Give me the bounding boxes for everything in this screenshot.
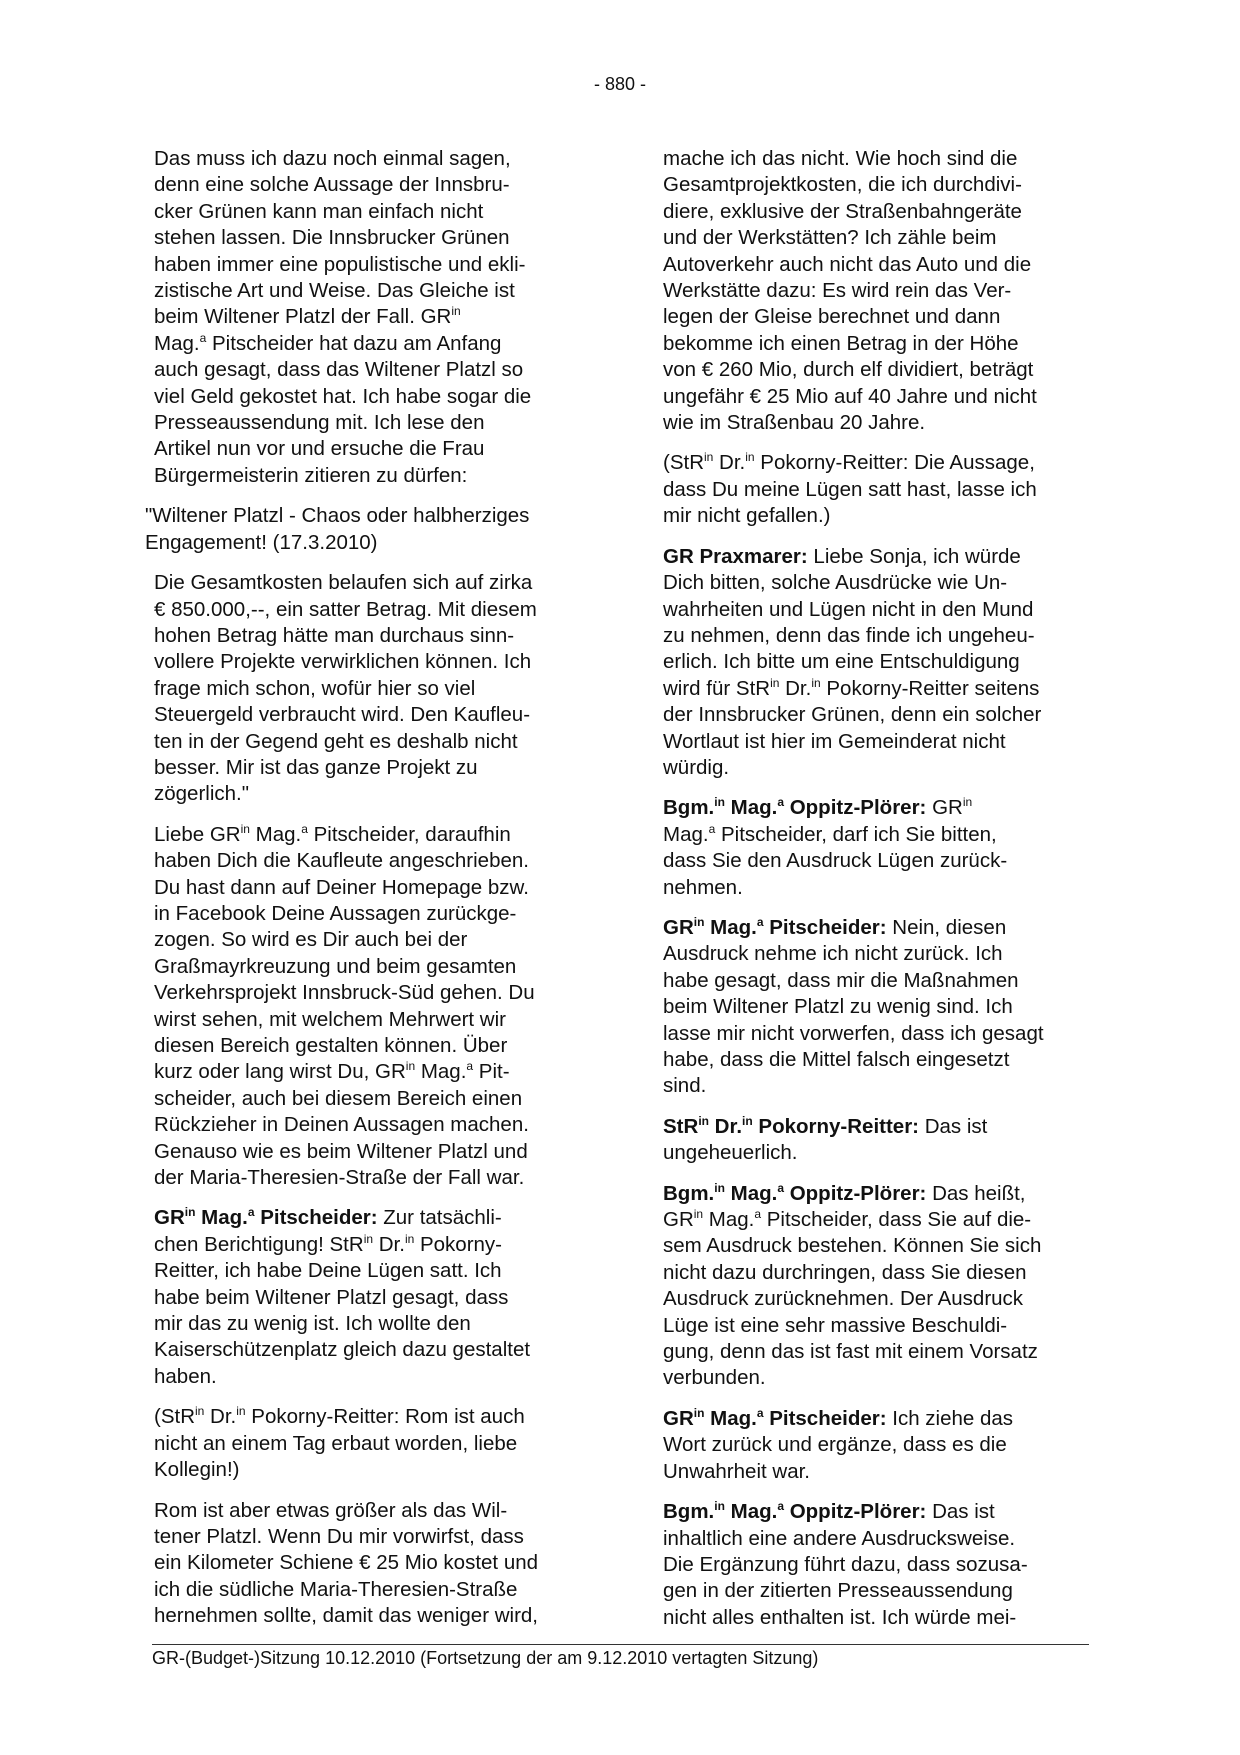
text-line: Kaiserschützenplatz gleich dazu gestaltet xyxy=(154,1338,531,1362)
text-line: GR Praxmarer: Liebe Sonja, ich würde xyxy=(663,544,1021,568)
text-line: ein Kilometer Schiene € 25 Mio kostet und xyxy=(154,1551,539,1575)
text-line: ungeheuerlich. xyxy=(663,1141,798,1165)
text-line: Rückzieher in Deinen Aussagen machen. xyxy=(154,1113,529,1137)
text-line: chen Berichtigung! StR$^{in}$ Dr.$^{in}$ Pokorny- xyxy=(154,1232,503,1256)
text-line: "Wiltener Platzl - Chaos oder halbherziges xyxy=(145,504,530,528)
text-line: lasse mir nicht vorwerfen, dass ich gesagt xyxy=(663,1021,1044,1045)
paragraph xyxy=(663,1181,1103,1392)
text-line: nicht an einem Tag erbaut worden, liebe xyxy=(154,1431,518,1455)
text-line: Artikel nun vor und ersuche die Frau xyxy=(154,437,485,461)
text-line: Liebe $GR^{in}$ Mag.$^a$ Pitscheider, daraufhin xyxy=(154,821,511,846)
text-line: Bgm.$^{in}$ Mag.$^a$ Oppitz-Plörer: Das ist xyxy=(663,1499,995,1524)
text-line: sem Ausdruck bestehen. Können Sie sich xyxy=(663,1234,1042,1258)
text-line: Genauso wie es beim Wiltener Platzl und xyxy=(154,1139,528,1163)
text-line: Unwahrheit war. xyxy=(663,1459,810,1483)
paragraph xyxy=(154,1498,594,1630)
text-line: $GR^{in}$ Mag.$^a$ Pitscheider: Nein, diesen xyxy=(663,915,1007,939)
text-line: diesen Bereich gestalten können. Über xyxy=(154,1034,508,1057)
text-line: Bgm.$^{in}$ Mag.$^a$ Oppitz-Plörer: $GR^{in}$ xyxy=(663,795,973,820)
text-line: zögerlich." xyxy=(154,782,250,806)
text-line: sind. xyxy=(663,1074,707,1098)
text-line: dass Du meine Lügen satt hast, lasse ich xyxy=(663,477,1037,501)
text-line: Das muss ich dazu noch einmal sagen, xyxy=(154,147,511,170)
paragraph xyxy=(663,544,1103,782)
text-line: haben Dich die Kaufleute angeschrieben. xyxy=(154,849,529,873)
text-line: Bürgermeisterin zitieren zu dürfen: xyxy=(154,463,468,487)
text-line: Die Ergänzung führt dazu, dass sozusa- xyxy=(663,1552,1028,1576)
text-line: gen in der zitierten Presseaussendung xyxy=(663,1579,1013,1603)
paragraph xyxy=(154,822,594,1192)
text-line: denn eine solche Aussage der Innsbru- xyxy=(154,173,510,197)
text-line: Wort zurück und ergänze, dass es die xyxy=(663,1433,1007,1457)
text-line: Kollegin!) xyxy=(154,1458,240,1482)
paragraph xyxy=(145,503,594,556)
text-line: würdig. xyxy=(663,755,730,779)
footer-session-info: GR-(Budget-)Sitzung 10.12.2010 (Fortsetzung der am 9.12.2010 vertagten Sitzung) xyxy=(152,1648,819,1668)
paragraph xyxy=(154,1205,594,1390)
text-line: Gesamtprojektkosten, die ich durchdivi- xyxy=(663,173,1022,197)
paragraph xyxy=(663,915,1103,1100)
text-line: Lüge ist eine sehr massive Beschuldi- xyxy=(663,1313,1008,1337)
paragraph xyxy=(663,1406,1103,1485)
paragraph xyxy=(154,146,594,489)
text-line: Verkehrsprojekt Innsbruck-Süd gehen. Du xyxy=(154,981,535,1005)
text-line: habe beim Wiltener Platzl gesagt, dass xyxy=(154,1285,509,1309)
text-line: € 850.000,--, ein satter Betrag. Mit diesem xyxy=(154,597,537,621)
text-line: beim Wiltener Platzl der Fall. $GR^{in}$ xyxy=(154,304,461,329)
text-line: (StR$^{in}$ Dr.$^{in}$ Pokorny-Reitter: Rom ist auch xyxy=(154,1404,525,1429)
text-line: mir nicht gefallen.) xyxy=(663,504,831,528)
text-line: kurz oder lang wirst Du, $GR^{in}$ Mag.$^a$ Pit- xyxy=(154,1059,510,1084)
paragraph xyxy=(154,1404,594,1483)
text-line: mache ich das nicht. Wie hoch sind die xyxy=(663,147,1018,170)
text-line: inhaltlich eine andere Ausdrucksweise. xyxy=(663,1526,1016,1550)
text-line: Mag.$^a$ Pitscheider hat dazu am Anfang xyxy=(154,331,502,355)
text-line: Wortlaut ist hier im Gemeinderat nicht xyxy=(663,729,1006,753)
text-line: Reitter, ich habe Deine Lügen satt. Ich xyxy=(154,1259,502,1283)
text-line: $GR^{in}$ Mag.$^a$ Pitscheider, dass Sie auf die- xyxy=(663,1207,1032,1232)
text-line: zistische Art und Weise. Das Gleiche ist xyxy=(154,279,515,303)
text-line: legen der Gleise berechnet und dann xyxy=(663,305,1001,329)
text-line: hernehmen sollte, damit das weniger wird, xyxy=(154,1604,538,1628)
text-line: erlich. Ich bitte um eine Entschuldigung xyxy=(663,650,1020,674)
text-line: Ausdruck zurücknehmen. Der Ausdruck xyxy=(663,1287,1024,1311)
right-column xyxy=(663,146,1103,1645)
text-line: $GR^{in}$ Mag.$^a$ Pitscheider: Ich ziehe das xyxy=(663,1406,1014,1430)
text-line: und der Werkstätten? Ich zähle beim xyxy=(663,226,997,250)
text-line: wird für StR$^{in}$ Dr.$^{in}$ Pokorny-Reitter seitens xyxy=(663,675,1040,700)
text-line: wahrheiten und Lügen nicht in den Mund xyxy=(663,597,1034,621)
text-line: zu nehmen, denn das finde ich ungeheu- xyxy=(663,623,1035,647)
text-line: Rom ist aber etwas größer als das Wil- xyxy=(154,1498,508,1522)
text-line: ungefähr € 25 Mio auf 40 Jahre und nicht xyxy=(663,384,1037,408)
text-line: bekomme ich einen Betrag in der Höhe xyxy=(663,331,1019,355)
text-line: beim Wiltener Platzl zu wenig sind. Ich xyxy=(663,995,1013,1019)
paragraph xyxy=(663,450,1103,529)
text-line: Bgm.$^{in}$ Mag.$^a$ Oppitz-Plörer: Das heißt, xyxy=(663,1180,1026,1205)
text-line: wirst sehen, mit welchem Mehrwert wir xyxy=(154,1007,506,1031)
text-line: habe gesagt, dass mir die Maßnahmen xyxy=(663,968,1019,992)
text-line: Mag.$^a$ Pitscheider, darf ich Sie bitten, xyxy=(663,821,997,846)
page-number: - 880 - xyxy=(593,74,647,94)
left-column xyxy=(145,146,594,1644)
text-line: ich die südliche Maria-Theresien-Straße xyxy=(154,1577,518,1601)
text-line: $GR^{in}$ Mag.$^a$ Pitscheider: Zur tatsächli- xyxy=(154,1205,502,1230)
text-line: gung, denn das ist fast mit einem Vorsatz xyxy=(663,1340,1038,1364)
text-line: mir das zu wenig ist. Ich wollte den xyxy=(154,1312,471,1336)
paragraph xyxy=(154,570,594,808)
text-line: der Innsbrucker Grünen, denn ein solcher xyxy=(663,703,1042,727)
paragraph xyxy=(663,795,1103,901)
text-line: frage mich schon, wofür hier so viel xyxy=(154,676,476,700)
text-line: haben. xyxy=(154,1364,217,1388)
text-line: nehmen. xyxy=(663,875,743,899)
text-line: nicht alles enthalten ist. Ich würde mei- xyxy=(663,1605,1017,1629)
paragraph xyxy=(663,1114,1103,1167)
text-line: nicht dazu durchringen, dass Sie diesen xyxy=(663,1260,1027,1284)
text-line: dass Sie den Ausdruck Lügen zurück- xyxy=(663,849,1008,873)
text-line: Werkstätte dazu: Es wird rein das Ver- xyxy=(663,279,1012,303)
text-line: verbunden. xyxy=(663,1366,766,1390)
text-line: haben immer eine populistische und ekli- xyxy=(154,252,526,276)
text-line: viel Geld gekostet hat. Ich habe sogar die xyxy=(154,384,532,408)
text-line: cker Grünen kann man einfach nicht xyxy=(154,199,484,223)
text-line: Graßmayrkreuzung und beim gesamten xyxy=(154,954,517,978)
text-line: ten in der Gegend geht es deshalb nicht xyxy=(154,729,518,753)
text-line: tener Platzl. Wenn Du mir vorwirfst, dass xyxy=(154,1524,524,1548)
text-line: der Maria-Theresien-Straße der Fall war. xyxy=(154,1166,525,1190)
text-line: Autoverkehr auch nicht das Auto und die xyxy=(663,252,1032,276)
paragraph xyxy=(663,1499,1103,1631)
text-line: Dich bitten, solche Ausdrücke wie Un- xyxy=(663,571,1008,595)
text-line: scheider, auch bei diesem Bereich einen xyxy=(154,1086,523,1110)
text-line: stehen lassen. Die Innsbrucker Grünen xyxy=(154,226,510,250)
text-line: vollere Projekte verwirklichen können. Ich xyxy=(154,650,532,674)
text-line: diere, exklusive der Straßenbahngeräte xyxy=(663,199,1022,223)
text-line: auch gesagt, dass das Wiltener Platzl so xyxy=(154,358,524,382)
text-line: Die Gesamtkosten belaufen sich auf zirka xyxy=(154,571,533,595)
text-line: zogen. So wird es Dir auch bei der xyxy=(154,928,468,952)
footer-divider xyxy=(152,1644,1089,1645)
text-line: Du hast dann auf Deiner Homepage bzw. xyxy=(154,875,529,899)
text-line: Presseaussendung mit. Ich lese den xyxy=(154,411,485,435)
text-line: (StR$^{in}$ Dr.$^{in}$ Pokorny-Reitter: Die Aussage, xyxy=(663,450,1035,475)
text-line: von € 260 Mio, durch elf dividiert, beträgt xyxy=(663,358,1034,382)
text-line: hohen Betrag hätte man durchaus sinn- xyxy=(154,623,515,647)
text-line: habe, dass die Mittel falsch eingesetzt xyxy=(663,1048,1010,1071)
text-line: Engagement! (17.3.2010) xyxy=(145,530,378,554)
text-line: besser. Mir ist das ganze Projekt zu xyxy=(154,755,478,779)
text-line: Steuergeld verbraucht wird. Den Kaufleu- xyxy=(154,703,531,727)
text-line: in Facebook Deine Aussagen zurückge- xyxy=(154,901,517,925)
text-line: Ausdruck nehme ich nicht zurück. Ich xyxy=(663,942,1003,966)
text-line: wie im Straßenbau 20 Jahre. xyxy=(663,411,926,435)
paragraph xyxy=(663,146,1103,436)
text-line: StR$^{in}$ Dr.$^{in}$ Pokorny-Reitter: Das ist xyxy=(663,1113,988,1138)
